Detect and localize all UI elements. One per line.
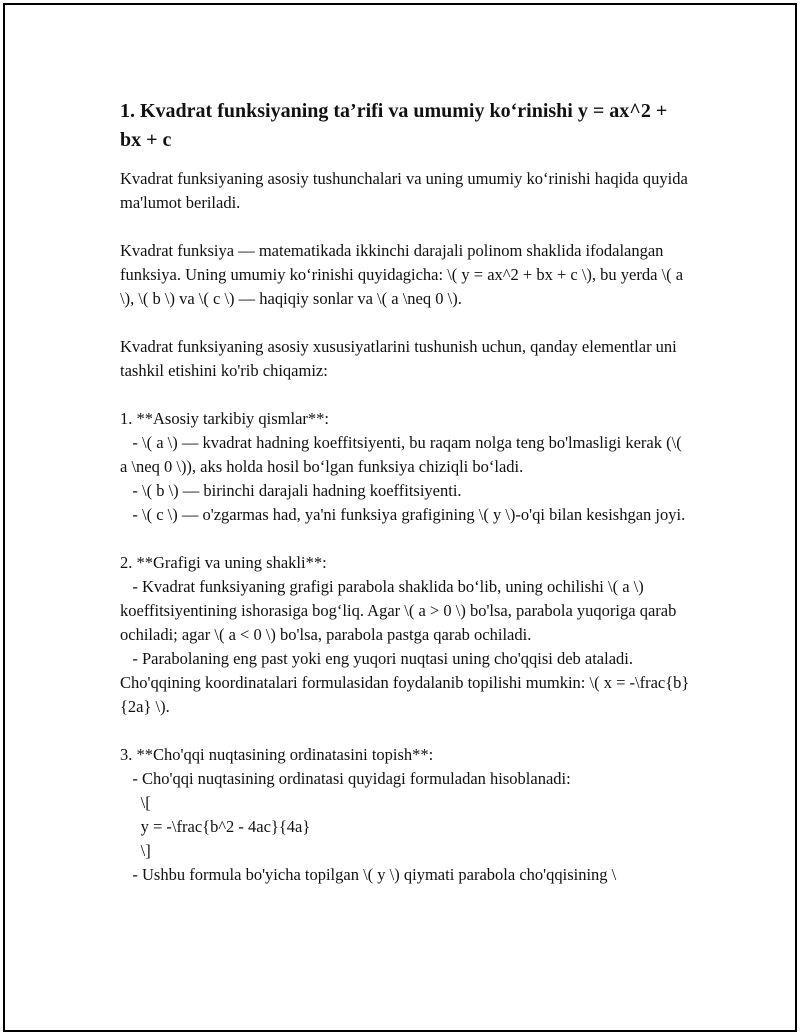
list-item-vertex-ordinate: 3. **Cho'qqi nuqtasining ordinatasini topish**: - Cho'qqi nuqtasining ordinatasi quyidagi formuladan hisoblanadi: \[ y = -\frac{b^2 - 4ac}{4a} \] - Ushbu formula bo'yicha topilgan \( y \) qiymati parabola cho'qqisining \ [120,745,617,884]
section-title: 1. Kvadrat funksiyaning ta’rifi va umumiy ko‘rinishi y = ax^2 + bx + c [120,100,668,151]
document-page [3,3,797,1032]
lead-in-paragraph: Kvadrat funksiyaning asosiy xususiyatlarini tushunish uchun, qanday elementlar uni tashkil etishini ko'rib chiqamiz: [120,337,681,380]
list-item-graph-shape: 2. **Grafigi va uning shakli**: - Kvadrat funksiyaning grafigi parabola shaklida bo‘lib, uning ochilishi \( a \) koeffitsiyentining ishorasiga bog‘liq. Agar \( a > 0 \) bo'lsa, parabola yuqoriga qarab ochiladi; agar \( a < 0 \) bo'lsa, parabola pastga qarab ochiladi. - Parabolaning eng past yoki eng yuqori nuqtasi uning cho'qqisi deb ataladi. Cho'qqining koordinatalari formulasidan foydalanib topilishi mumkin: \( x = -\frac{b}{2a} \). [120,553,690,716]
intro-paragraph: Kvadrat funksiyaning asosiy tushunchalari va uning umumiy ko‘rinishi haqida quyida ma'lumot beriladi. [120,169,692,212]
definition-paragraph: Kvadrat funksiya — matematikada ikkinchi darajali polinom shaklida ifodalangan funksiya. Uning umumiy ko‘rinishi quyidagicha: \( y = ax^2 + bx + c \), bu yerda \( a \), \( b \) va \( c \) — haqiqiy sonlar va \( a \neq 0 \). [120,241,688,308]
document-content [120,97,690,911]
list-item-components: 1. **Asosiy tarkibiy qismlar**: - \( a \) — kvadrat hadning koeffitsiyenti, bu raqam nolga teng bo'lmasligi kerak (\( a \neq 0 \)), aks holda hosil bo‘lgan funksiya chiziqli bo‘ladi. - \( b \) — birinchi darajali hadning koeffitsiyenti. - \( c \) — o'zgarmas had, ya'ni funksiya grafigining \( y \)-o'qi bilan kesishgan joyi. [120,409,686,524]
